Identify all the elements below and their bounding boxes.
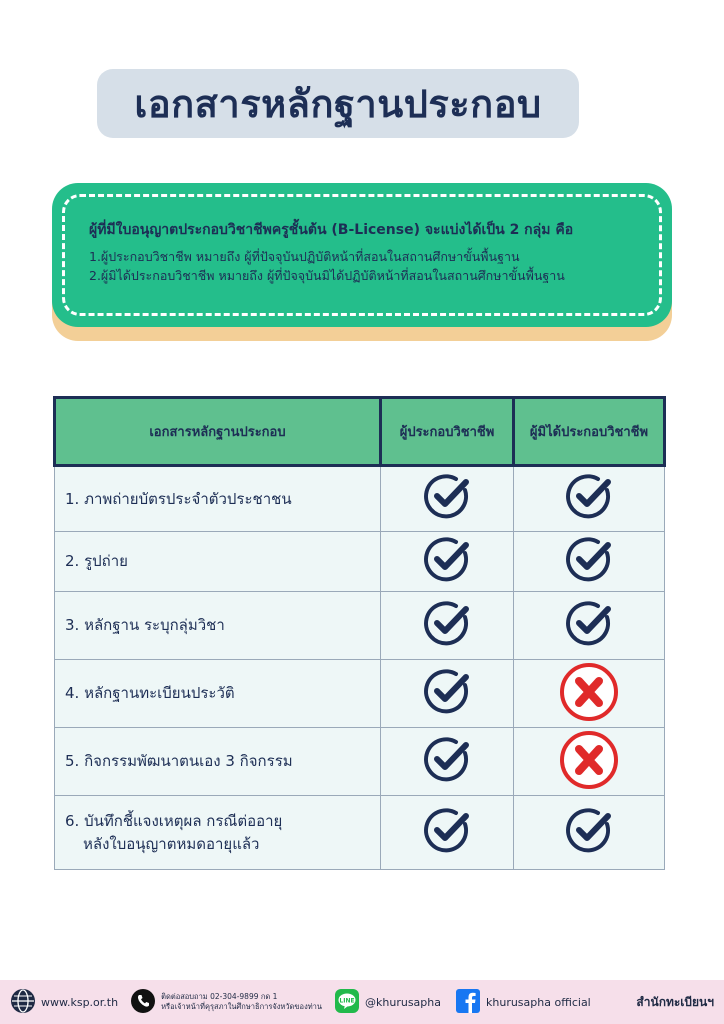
check-circle-icon: [564, 599, 614, 653]
footer-contact: [130, 988, 322, 1017]
check-circle-icon: [564, 806, 614, 860]
practicing-status-cell: [381, 466, 514, 532]
footer-website[interactable]: [10, 988, 118, 1017]
title-banner: [97, 69, 579, 138]
practicing-status-cell: [381, 728, 514, 796]
cross-circle-icon: [558, 661, 620, 727]
table-row: [55, 592, 665, 660]
check-circle-icon: [564, 535, 614, 589]
document-item-cell: [55, 532, 381, 592]
table-row: [55, 532, 665, 592]
document-item-label: 1. ภาพถ่ายบัตรประจำตัวประชาชน: [65, 489, 292, 508]
check-circle-icon: [422, 806, 472, 860]
info-box-dashed-border: [62, 194, 662, 316]
footer-facebook[interactable]: [455, 988, 591, 1017]
non-practicing-status-cell: [514, 532, 665, 592]
info-box: [52, 183, 672, 327]
non-practicing-status-cell: [514, 592, 665, 660]
footer-bar: [0, 980, 724, 1024]
header-practicing: ผู้ประกอบวิชาชีพ: [381, 398, 514, 466]
document-item-label: 3. หลักฐาน ระบุกลุ่มวิชา: [65, 616, 225, 634]
non-practicing-status-cell: [514, 796, 665, 870]
footer-line[interactable]: [334, 988, 441, 1017]
check-circle-icon: [564, 472, 614, 526]
page-title: เอกสารหลักฐานประกอบ: [134, 82, 542, 126]
facebook-icon: [455, 988, 481, 1017]
line-app-icon: [334, 988, 360, 1017]
line-id-text: @khurusapha: [365, 995, 441, 1009]
facebook-text: khurusapha official: [486, 995, 591, 1009]
document-item-label-line2: หลังใบอนุญาตหมดอายุแล้ว: [83, 834, 260, 853]
non-practicing-status-cell: [514, 660, 665, 728]
contact-line-2: หรือเจ้าหน้าที่คุรุสภาในศึกษาธิการจังหวัดของท่าน: [161, 1002, 323, 1011]
document-item-cell: [55, 466, 381, 532]
document-item-cell: [55, 796, 381, 870]
info-line-non-practicing: 2.ผู้มิได้ประกอบวิชาชีพ หมายถึง ผู้ที่ปัจจุบันมิได้ปฏิบัติหน้าที่สอนในสถานศึกษาขั้นพื้นฐาน: [89, 268, 565, 283]
practicing-status-cell: [381, 532, 514, 592]
non-practicing-status-cell: [514, 466, 665, 532]
contact-line-1: ติดต่อสอบถาม 02-304-9899 กด 1: [161, 992, 278, 1001]
phone-icon: [130, 988, 156, 1017]
check-circle-icon: [422, 535, 472, 589]
cross-circle-icon: [558, 729, 620, 795]
office-name: สำนักทะเบียนฯ: [636, 994, 714, 1009]
document-item-cell: [55, 728, 381, 796]
info-heading: ผู้ที่มีใบอนุญาตประกอบวิชาชีพครูชั้นต้น (B-License) จะแบ่งได้เป็น 2 กลุ่ม คือ: [89, 222, 574, 238]
table-row: [55, 660, 665, 728]
document-item-cell: [55, 660, 381, 728]
practicing-status-cell: [381, 796, 514, 870]
non-practicing-status-cell: [514, 728, 665, 796]
document-item-cell: [55, 592, 381, 660]
document-item-label: 2. รูปถ่าย: [65, 552, 128, 570]
table-row: [55, 728, 665, 796]
practicing-status-cell: [381, 660, 514, 728]
document-table: [53, 396, 666, 870]
check-circle-icon: [422, 667, 472, 721]
document-item-label: 5. กิจกรรมพัฒนาตนเอง 3 กิจกรรม: [65, 752, 293, 770]
check-circle-icon: [422, 599, 472, 653]
header-documents: เอกสารหลักฐานประกอบ: [55, 398, 381, 466]
check-circle-icon: [422, 735, 472, 789]
table-header-row: [55, 398, 665, 466]
table-row: [55, 466, 665, 532]
svg-text:LINE: LINE: [339, 997, 355, 1004]
document-item-label: 4. หลักฐานทะเบียนประวัติ: [65, 684, 235, 702]
check-circle-icon: [422, 472, 472, 526]
document-item-label: 6. บันทึกชี้แจงเหตุผล กรณีต่ออายุ: [65, 811, 283, 830]
table-row: [55, 796, 665, 870]
practicing-status-cell: [381, 592, 514, 660]
website-text: www.ksp.or.th: [41, 995, 119, 1009]
info-line-practicing: 1.ผู้ประกอบวิชาชีพ หมายถึง ผู้ที่ปัจจุบันปฏิบัติหน้าที่สอนในสถานศึกษาขั้นพื้นฐาน: [89, 249, 520, 264]
globe-icon: [10, 988, 36, 1017]
header-non-practicing: ผู้มิได้ประกอบวิชาชีพ: [514, 398, 665, 466]
